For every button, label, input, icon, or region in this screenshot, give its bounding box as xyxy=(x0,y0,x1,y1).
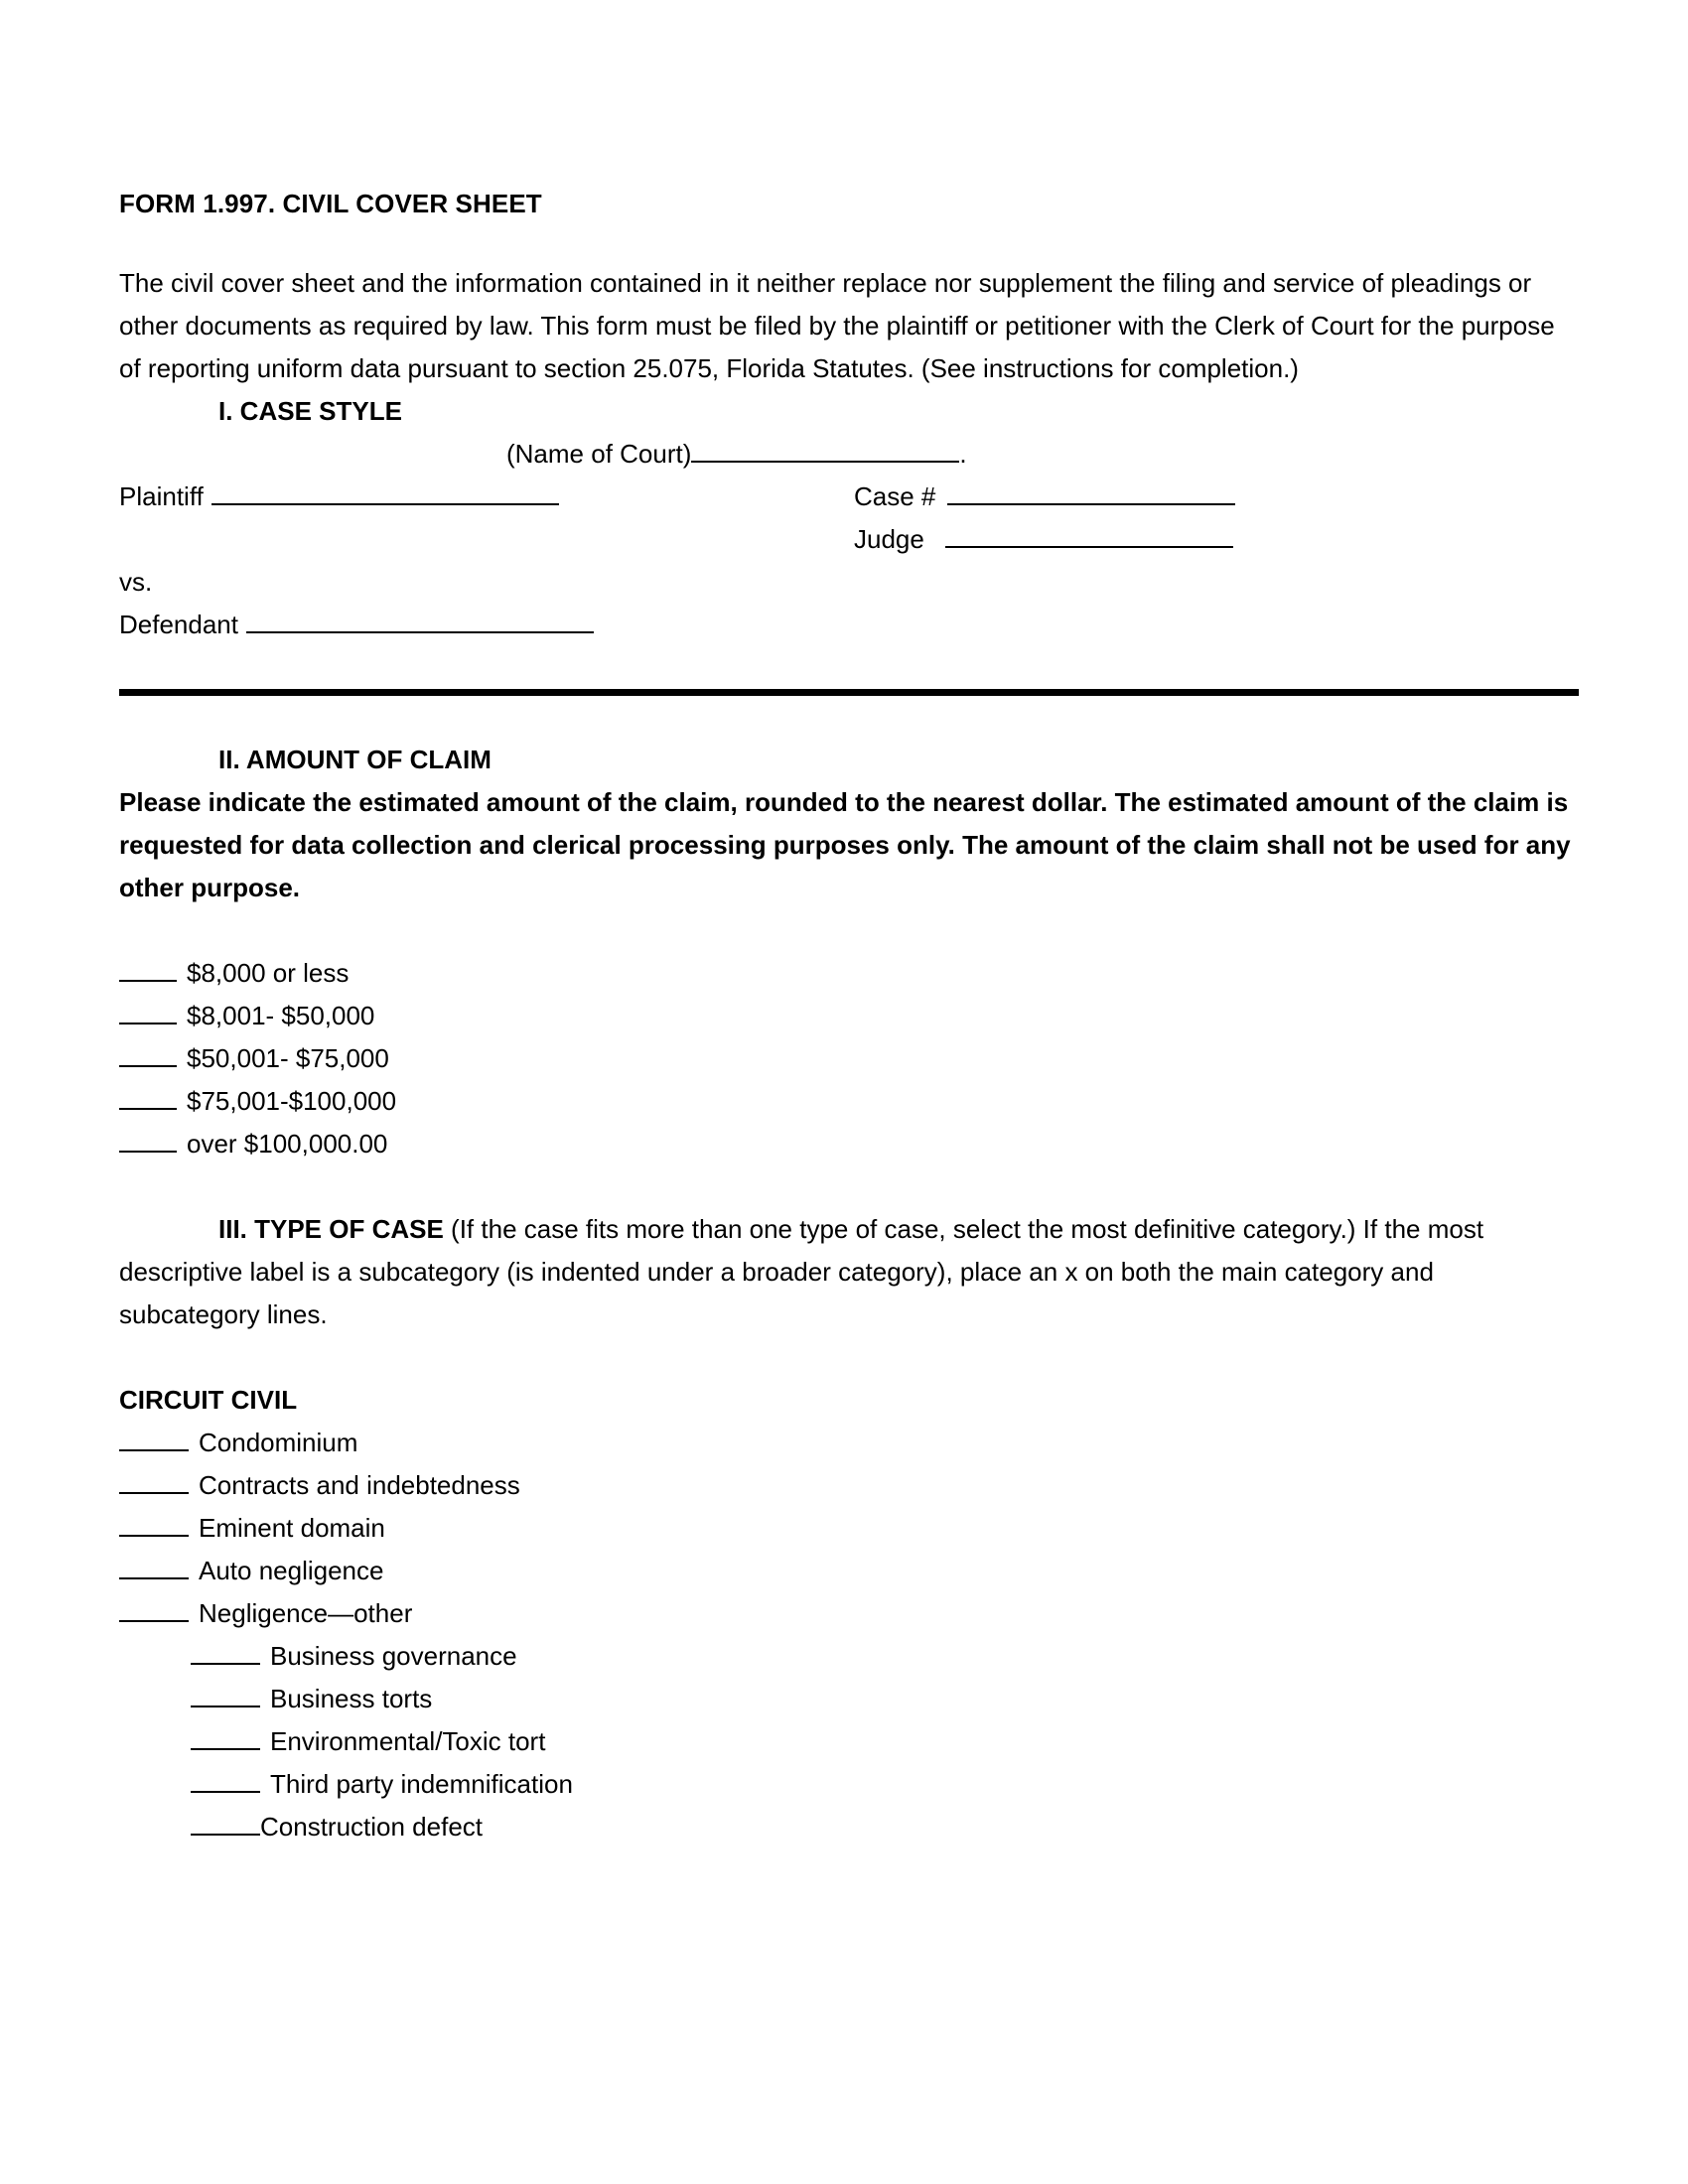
case-type-option-row xyxy=(119,1592,1579,1635)
case-type-option-label: Contracts and indebtedness xyxy=(199,1470,520,1501)
case-type-option-label: Negligence—other xyxy=(199,1598,413,1629)
amount-option-blank[interactable] xyxy=(119,1086,177,1110)
case-type-option-row xyxy=(119,1806,1579,1848)
page-title: FORM 1.997. CIVIL COVER SHEET xyxy=(119,189,542,218)
amount-option-blank[interactable] xyxy=(119,1043,177,1067)
judge-row xyxy=(854,518,1233,561)
spacer xyxy=(119,1336,1579,1379)
case-type-option-blank[interactable] xyxy=(119,1428,189,1451)
plaintiff-input[interactable] xyxy=(211,479,559,505)
amount-option-label: over $100,000.00 xyxy=(187,1129,388,1160)
case-type-option-label: Eminent domain xyxy=(199,1513,385,1544)
amount-option-row xyxy=(119,1037,1579,1080)
case-type-option-blank[interactable] xyxy=(119,1598,189,1622)
case-type-option-list xyxy=(119,1422,1579,1848)
judge-input[interactable] xyxy=(945,522,1233,548)
case-number-label: Case # xyxy=(854,481,936,512)
case-type-option-row xyxy=(119,1720,1579,1763)
amount-option-list xyxy=(119,952,1579,1165)
amount-option-label: $8,000 or less xyxy=(187,958,350,989)
category-heading-circuit-civil: CIRCUIT CIVIL xyxy=(119,1385,298,1416)
defendant-input[interactable] xyxy=(246,608,594,633)
court-name-label: (Name of Court) xyxy=(506,439,692,470)
case-type-option-blank[interactable] xyxy=(119,1513,189,1537)
amount-option-row xyxy=(119,952,1579,995)
case-number-input[interactable] xyxy=(947,479,1235,505)
judge-row-spacer xyxy=(119,518,1579,561)
case-type-option-blank[interactable] xyxy=(191,1769,260,1793)
case-type-option-label: Business torts xyxy=(270,1684,433,1714)
amount-option-label: $8,001- $50,000 xyxy=(187,1001,375,1031)
spacer xyxy=(119,646,1579,689)
case-type-option-blank[interactable] xyxy=(191,1641,260,1665)
case-type-option-blank[interactable] xyxy=(191,1726,260,1750)
amount-option-blank[interactable] xyxy=(119,1129,177,1153)
spacer xyxy=(119,1165,1579,1208)
type-of-case-body: (If the case fits more than one type of case, select the most definitive category.) If the most descriptive label is a subcategory (is indented under a broader category), place an x on both the main category and subcategory lines. xyxy=(119,1214,1484,1330)
case-type-option-label: Construction defect xyxy=(260,1812,484,1843)
plaintiff-label: Plaintiff xyxy=(119,481,204,512)
amount-option-label: $50,001- $75,000 xyxy=(187,1043,389,1074)
case-type-option-row xyxy=(119,1422,1579,1464)
case-type-option-row xyxy=(119,1507,1579,1550)
spacer xyxy=(119,219,1579,262)
case-type-option-label: Auto negligence xyxy=(199,1556,384,1586)
case-type-option-label: Business governance xyxy=(270,1641,517,1672)
section-heading-case-style: I. CASE STYLE xyxy=(218,396,402,427)
court-name-input[interactable] xyxy=(691,437,959,463)
vs-label: vs. xyxy=(119,567,153,598)
vs-row xyxy=(119,561,1579,604)
amount-option-row xyxy=(119,1123,1579,1165)
case-type-option-label: Third party indemnification xyxy=(270,1769,573,1800)
case-type-option-row xyxy=(119,1635,1579,1678)
case-type-option-blank[interactable] xyxy=(191,1684,260,1707)
spacer xyxy=(119,696,1579,739)
court-name-trailing-period: . xyxy=(959,439,967,470)
document-content xyxy=(119,189,1579,1848)
case-type-option-row xyxy=(119,1763,1579,1806)
section-divider xyxy=(119,689,1579,696)
plaintiff-row xyxy=(119,476,1579,518)
amount-of-claim-instruction: Please indicate the estimated amount of the claim, rounded to the nearest dollar. The estimated amount of the claim is requested for data collection and clerical processing purposes only. The amount of the claim shall not be used for any other purpose. xyxy=(119,787,1571,903)
case-type-option-row xyxy=(119,1464,1579,1507)
intro-paragraph: The civil cover sheet and the information contained in it neither replace nor supplement the filing and service of pleadings or other documents as required by law. This form must be filed by the plaintiff or petitioner with the Clerk of Court for the purpose of reporting uniform data pursuant to section 25.075, Florida Statutes. (See instructions for completion.) xyxy=(119,268,1555,384)
defendant-label: Defendant xyxy=(119,610,238,640)
court-name-row xyxy=(119,433,1579,476)
case-number-row xyxy=(854,476,1235,518)
amount-option-blank[interactable] xyxy=(119,1001,177,1024)
amount-option-row xyxy=(119,1080,1579,1123)
case-type-option-blank[interactable] xyxy=(119,1556,189,1579)
amount-option-blank[interactable] xyxy=(119,958,177,982)
case-type-option-blank[interactable] xyxy=(191,1812,260,1836)
case-type-option-blank[interactable] xyxy=(119,1470,189,1494)
case-type-option-row xyxy=(119,1550,1579,1592)
case-style-block xyxy=(119,433,1579,646)
defendant-row xyxy=(119,604,1579,646)
case-type-option-row xyxy=(119,1678,1579,1720)
amount-option-row xyxy=(119,995,1579,1037)
amount-option-label: $75,001-$100,000 xyxy=(187,1086,397,1117)
case-type-option-label: Condominium xyxy=(199,1428,358,1458)
section-heading-type-of-case xyxy=(119,1208,1579,1336)
section-heading-amount-of-claim: II. AMOUNT OF CLAIM xyxy=(218,745,492,775)
judge-label: Judge xyxy=(854,524,924,555)
spacer xyxy=(119,909,1579,952)
case-type-option-label: Environmental/Toxic tort xyxy=(270,1726,546,1757)
type-of-case-heading-label: III. TYPE OF CASE xyxy=(218,1214,444,1245)
